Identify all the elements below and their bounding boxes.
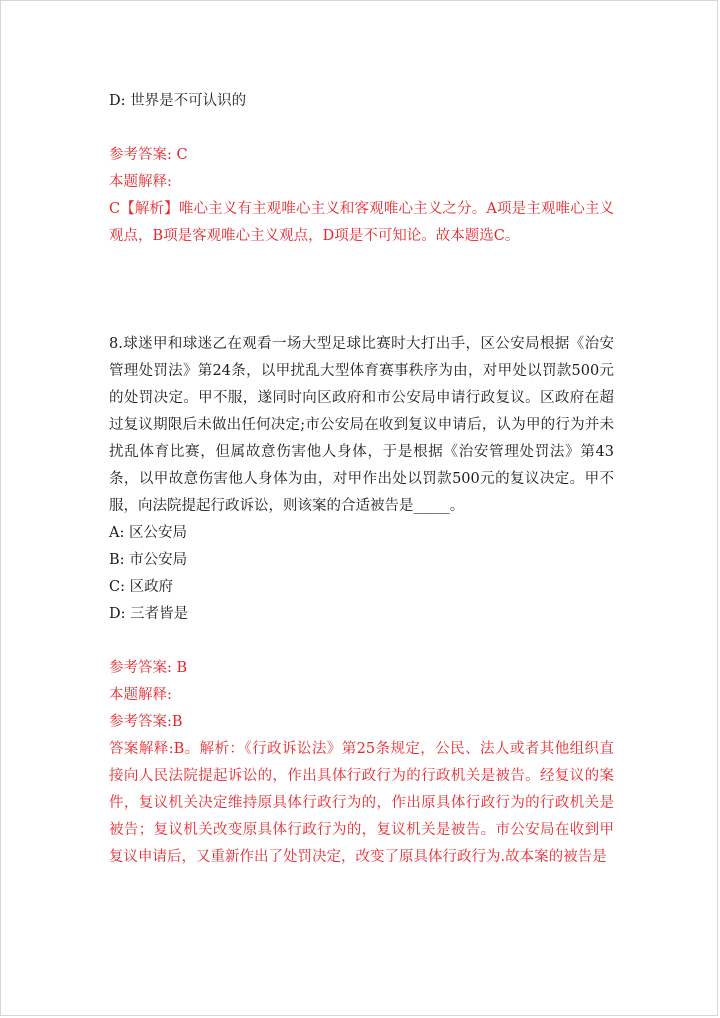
question-7-option-d: D: 世界是不可认识的 — [109, 93, 247, 109]
question-8-stem: 8.球迷甲和球迷乙在观看一场大型足球比赛时大打出手，区公安局根据《治安管理处罚法》第24条，以甲扰乱大型体育赛事秩序为由，对甲处以罚款500元的处罚决定。甲不服，遂同时向区政府和市公安局申请行政复议。区政府在超过复议期限后未做出任何决定;市公安局在收到复议申请后，认为甲的行为并未扰乱体育比赛，但属故意伤害他人身体，于是根据《治安管理处罚法》第43条，以甲故意伤害他人身体为由，对甲作出处以罚款500元的复议决定。甲不服，向法院提起行政诉讼，则该案的合适被告是_____。 — [109, 336, 614, 514]
question-8-option-a: A: 区公安局 — [109, 525, 187, 541]
question-7-explanation-label: 本题解释: — [109, 174, 172, 190]
question-7-answer: 参考答案: C — [109, 147, 188, 163]
question-8-option-d: D: 三者皆是 — [109, 606, 189, 622]
page-content — [109, 88, 614, 871]
question-7-explanation: C【解析】唯心主义有主观唯心主义和客观唯心主义之分。A项是主观唯心主义观点，B项是客观唯心主义观点，D项是不可知论。故本题选C。 — [109, 201, 614, 244]
spacer — [109, 115, 614, 142]
question-8-option-b: B: 市公安局 — [109, 552, 188, 568]
question-8-explanation-label: 本题解释: — [109, 687, 172, 703]
question-8-answer-repeat: 参考答案:B — [109, 714, 183, 730]
question-8-option-c: C: 区政府 — [109, 579, 174, 595]
question-8-explanation: 答案解释:B。解析：《行政诉讼法》第25条规定，公民、法人或者其他组织直接向人民法院提起诉讼的，作出具体行政行为的行政机关是被告。经复议的案件，复议机关决定维持原具体行政行为的，作出原具体行政行为的行政机关是被告；复议机关改变原具体行政行为的，复议机关是被告。市公安局在收到甲复议申请后，又重新作出了处罚决定，改变了原具体行政行为.故本案的被告是 — [109, 741, 614, 865]
question-8-answer: 参考答案: B — [109, 660, 188, 676]
spacer — [109, 250, 614, 331]
spacer — [109, 628, 614, 655]
